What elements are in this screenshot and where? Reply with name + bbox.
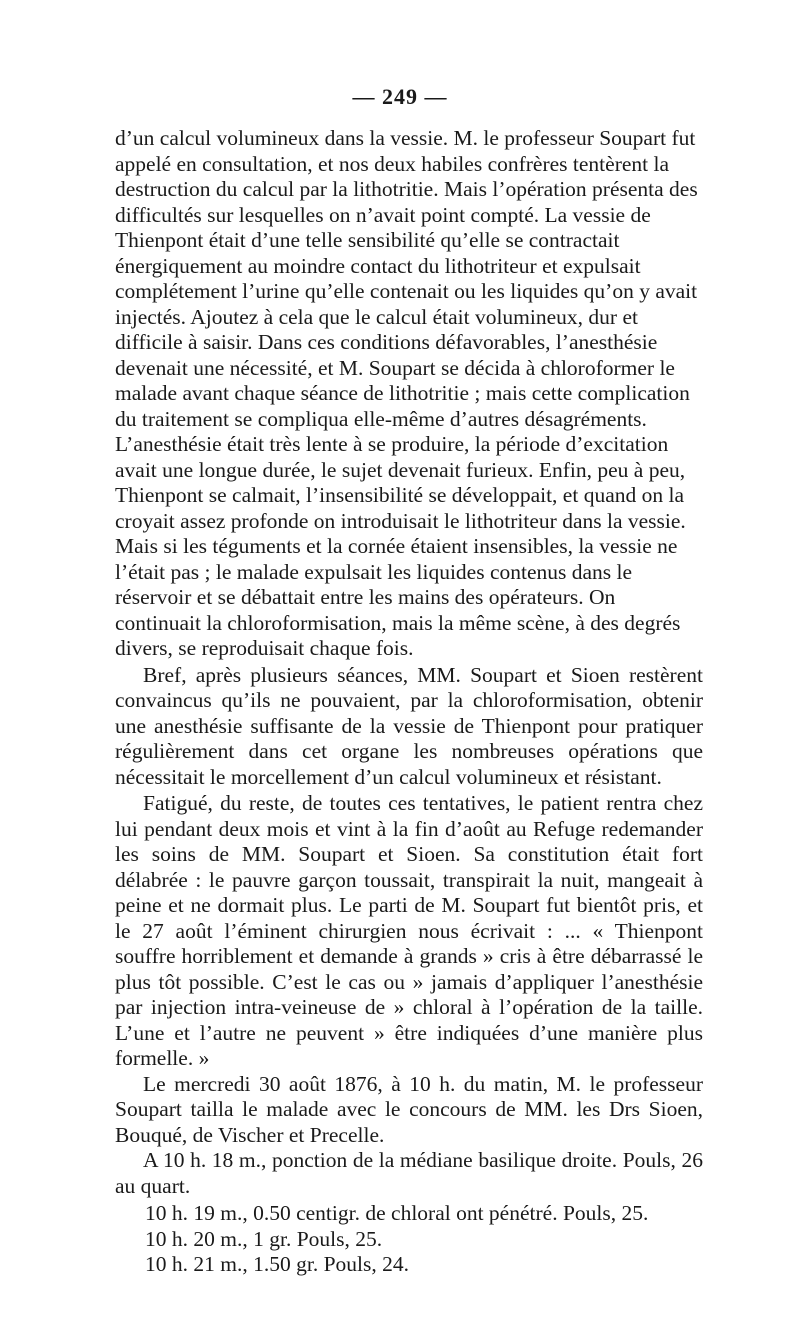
paragraph-operation-date: Le mercredi 30 août 1876, à 10 h. du matin, M. le professeur Soupart tailla le malade avec le concours de MM. les Drs Sioen, Bouqué, de Vischer et Precelle. [115, 1071, 703, 1147]
measurement-line: 10 h. 20 m., 1 gr. Pouls, 25. [145, 1226, 383, 1251]
page-body [115, 126, 703, 1278]
paragraph-puncture: A 10 h. 18 m., ponction de la médiane basilique droite. Pouls, 26 au quart. [115, 1148, 703, 1198]
page-number: — 249 — [352, 84, 448, 109]
paragraph-calculus-history: d’un calcul volumineux dans la vessie. M. le professeur Soupart fut appelé en consultation, et nos deux habiles confrères tentèrent la destruction du calcul par la lithotritie. Mais l’opération présenta des difficultés sur lesquelles on n’avait point compté. La vessie de Thienpont était d’une telle sensibilité qu’elle se contractait énergiquement au moindre contact du lithotriteur et expulsait complétement l’urine qu’elle contenait ou les liquides qu’on y avait injectés. Ajoutez à cela que le calcul était volumineux, dur et difficile à saisir. Dans ces conditions défavorables, l’anesthésie devenait une nécessité, et M. Soupart se décida à chloroformer le malade avant chaque séance de lithotritie ; mais cette complication du traitement se compliqua elle-même d’autres désagréments. L’anesthésie était très lente à se produire, la période d’excitation avait une longue durée, le sujet devenait furieux. Enfin, peu à peu, Thienpont se calmait, l’insensibilité se développait, et quand on la croyait assez profonde on introduisait le lithotriteur dans la vessie. Mais si les téguments et la cornée étaient insensibles, la vessie ne l’était pas ; le malade expulsait les liquides contenus dans le réservoir et se débattait entre les mains des opérateurs. On continuait la chloroformisation, mais la même scène, à des degrés divers, se reproduisait chaque fois. [115, 126, 698, 660]
measurement-line: 10 h. 21 m., 1.50 gr. Pouls, 24. [145, 1252, 409, 1276]
paragraph-failed-anesthesia: Bref, après plusieurs séances, MM. Soupart et Sioen restèrent convaincus qu’ils ne pouvaient, par la chloroformisation, obtenir une anesthésie suffisante de la vessie de Thienpont pour pratiquer régulièrement dans cet organe les nombreuses opérations que nécessitait le morcellement d’un calcul volumineux et résistant. [115, 662, 703, 789]
paragraph-return-refuge: Fatigué, du reste, de toutes ces tentatives, le patient rentra chez lui pendant deux mois et vint à la fin d’août au Refuge redemander les soins de MM. Soupart et Sioen. Sa constitution était fort délabrée : le pauvre garçon toussait, transpirait la nuit, mangeait à peine et ne dormait plus. Le parti de M. Soupart fut bientôt pris, et le 27 août l’éminent chirurgien nous écrivait : ... « Thienpont souffre horriblement et demande à grands » cris à être débarrassé le plus tôt possible. C’est le cas ou » jamais d’appliquer l’anesthésie par injection intra-veineuse de » chloral à l’opération de la taille. L’une et l’autre ne peuvent » être indiquées d’une manière plus formelle. » [115, 791, 703, 1070]
measurement-line: 10 h. 19 m., 0.50 centigr. de chloral ont pénétré. Pouls, 25. [145, 1201, 649, 1225]
